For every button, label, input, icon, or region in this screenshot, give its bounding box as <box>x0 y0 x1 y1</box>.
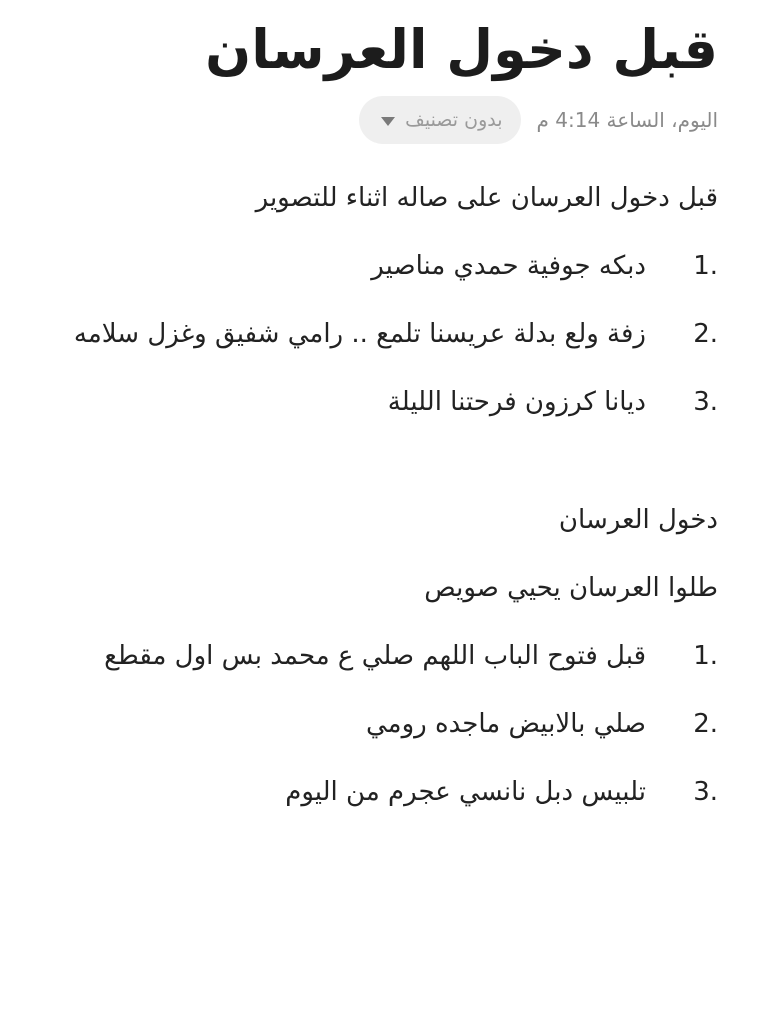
category-dropdown[interactable] <box>359 96 520 144</box>
section2-list <box>50 622 718 826</box>
section2-subheading: طلوا العرسان يحيي صويص <box>424 573 718 603</box>
list-item <box>50 368 718 436</box>
list-number: 3. <box>693 387 718 417</box>
note-meta-row <box>50 96 718 144</box>
list-item <box>50 232 718 300</box>
list-number: 1. <box>693 251 718 281</box>
list-number: 3. <box>693 777 718 807</box>
list-number: 2. <box>693 319 718 349</box>
section1-heading: قبل دخول العرسان على صاله اثناء للتصوير <box>255 183 718 213</box>
section-spacer <box>50 436 718 486</box>
list-item <box>50 300 718 368</box>
section2-heading: دخول العرسان <box>558 505 718 535</box>
list-item-text: صلي بالابيض ماجده رومي <box>366 709 646 739</box>
list-item-text: تلبيس دبل نانسي عجرم من اليوم <box>285 777 646 807</box>
list-item <box>50 690 718 758</box>
section1-list <box>50 232 718 436</box>
list-number: 1. <box>693 641 718 671</box>
list-item-text: دبكه جوفية حمدي مناصير <box>371 251 646 281</box>
list-item <box>50 758 718 826</box>
list-item <box>50 622 718 690</box>
note-date: اليوم، الساعة 4:14 م <box>536 108 718 132</box>
caret-down-icon <box>381 117 395 126</box>
list-item-text: قبل فتوح الباب اللهم صلي ع محمد بس اول مقطع <box>104 641 646 671</box>
note-title[interactable]: قبل دخول العرسان <box>205 18 718 81</box>
list-item-text: زفة ولع بدلة عريسنا تلمع .. رامي شفيق وغزل سلامه <box>73 319 646 349</box>
list-number: 2. <box>693 709 718 739</box>
category-label: بدون تصنيف <box>405 109 503 131</box>
note-body[interactable] <box>50 164 718 826</box>
list-item-text: ديانا كرزون فرحتنا الليلة <box>387 387 646 417</box>
